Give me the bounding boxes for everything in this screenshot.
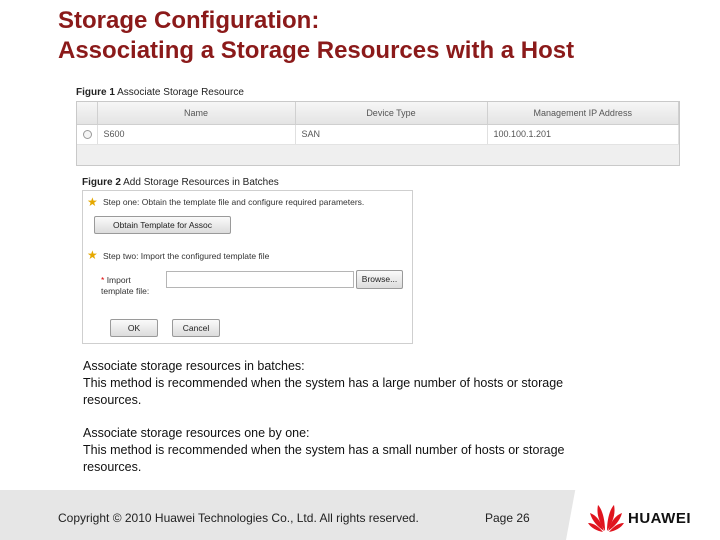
row-select-radio[interactable] xyxy=(83,130,92,139)
cell-name: S600 xyxy=(97,124,295,144)
template-file-input[interactable] xyxy=(166,271,354,288)
step-one-star-icon: ★ xyxy=(87,195,98,209)
batch-heading: Associate storage resources in batches: xyxy=(83,359,305,373)
huawei-logo-icon xyxy=(588,501,624,533)
single-heading: Associate storage resources one by one: xyxy=(83,426,310,440)
import-label-line1: Import xyxy=(106,275,131,285)
title-line-2: Associating a Storage Resources with a Host xyxy=(58,37,575,64)
import-label-line2: template file: xyxy=(101,286,150,296)
page-number: Page 26 xyxy=(485,511,530,525)
column-header-ip[interactable]: Management IP Address xyxy=(487,102,679,124)
select-column-header xyxy=(77,102,97,124)
ok-button[interactable]: OK xyxy=(110,319,158,337)
batch-description xyxy=(83,358,603,409)
batch-text: This method is recommended when the system has a large number of hosts or storage resources. xyxy=(83,376,564,407)
figure2-caption xyxy=(82,177,279,188)
figure1-text: Associate Storage Resource xyxy=(117,87,244,98)
column-header-device-type[interactable]: Device Type xyxy=(295,102,487,124)
step-one-text: Step one: Obtain the template file and configure required parameters. xyxy=(103,197,365,207)
slide-title xyxy=(58,6,708,66)
figure1-label: Figure 1 xyxy=(76,87,115,98)
required-mark: * xyxy=(101,275,105,285)
column-header-name[interactable]: Name xyxy=(97,102,295,124)
figure2-label: Figure 2 xyxy=(82,177,121,188)
step-two-text: Step two: Import the configured template file xyxy=(103,251,270,261)
figure2-text: Add Storage Resources in Batches xyxy=(123,177,279,188)
browse-button[interactable]: Browse... xyxy=(356,270,403,289)
cell-ip: 100.100.1.201 xyxy=(487,124,679,144)
cell-device-type: SAN xyxy=(295,124,487,144)
storage-resource-table xyxy=(76,101,680,166)
import-label xyxy=(101,275,149,297)
table-row[interactable] xyxy=(77,124,679,144)
copyright-text: Copyright © 2010 Huawei Technologies Co., Ltd. All rights reserved. xyxy=(58,511,419,525)
step-two-star-icon: ★ xyxy=(87,248,98,262)
title-line-1: Storage Configuration: xyxy=(58,7,320,34)
brand-name: HUAWEI xyxy=(628,510,691,527)
obtain-template-button[interactable]: Obtain Template for Assoc xyxy=(94,216,231,234)
add-resources-batch-panel xyxy=(82,190,413,344)
figure1-caption xyxy=(76,87,244,98)
single-text: This method is recommended when the system has a small number of hosts or storage resources. xyxy=(83,443,565,474)
single-description xyxy=(83,425,603,476)
cancel-button[interactable]: Cancel xyxy=(172,319,220,337)
